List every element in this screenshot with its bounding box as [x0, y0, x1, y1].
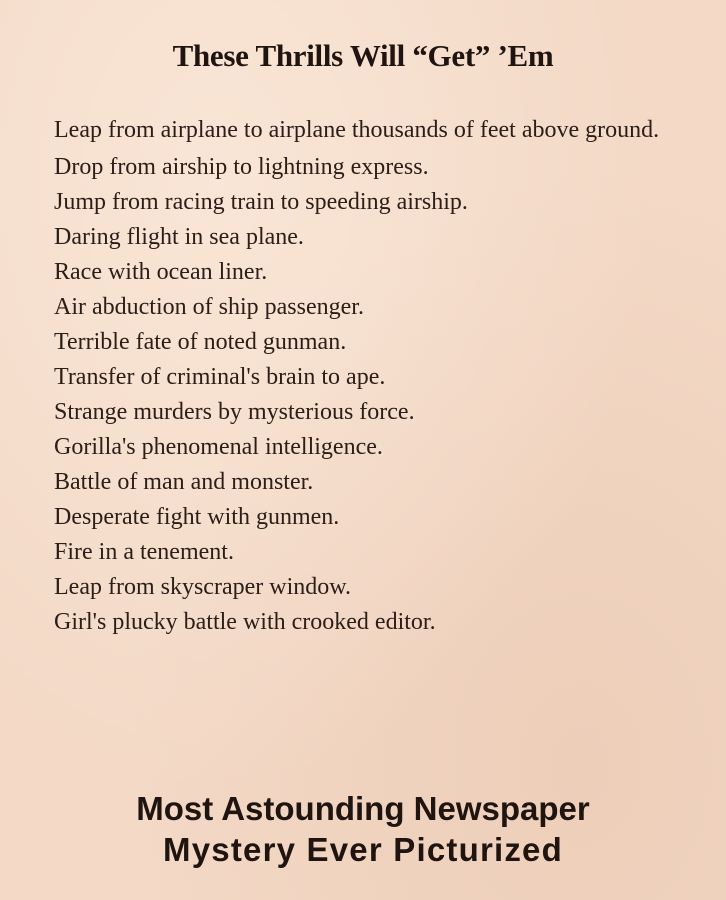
list-item: Girl's plucky battle with crooked editor. [54, 609, 436, 635]
list-item: Gorilla's phenomenal intelligence. [54, 434, 383, 460]
list-item: Desperate fight with gunmen. [54, 504, 340, 530]
list-item: Terrible fate of noted gunman. [54, 329, 347, 355]
list-item: Daring flight in sea plane. [54, 224, 304, 250]
list-item: Strange murders by mysterious force. [54, 399, 415, 425]
list-item: Leap from airplane to airplane thousands of feet above ground. [54, 117, 660, 143]
list-item: Race with ocean liner. [54, 259, 268, 285]
list-item: Transfer of criminal's brain to ape. [54, 364, 386, 390]
list-item: Drop from airship to lightning express. [54, 154, 429, 180]
tagline-line-1: Most Astounding Newspaper [136, 790, 590, 827]
page-title: These Thrills Will “Get” ’Em [172, 38, 554, 73]
tagline-line-2: Mystery Ever Picturized [163, 831, 563, 868]
tagline [0, 788, 726, 870]
list-item: Fire in a tenement. [54, 539, 234, 565]
list-item: Air abduction of ship passenger. [54, 294, 364, 320]
list-item: Leap from skyscraper window. [54, 574, 352, 600]
list-item: Jump from racing train to speeding airship. [54, 189, 468, 215]
list-item: Battle of man and monster. [54, 469, 314, 495]
thrills-list [54, 115, 674, 640]
